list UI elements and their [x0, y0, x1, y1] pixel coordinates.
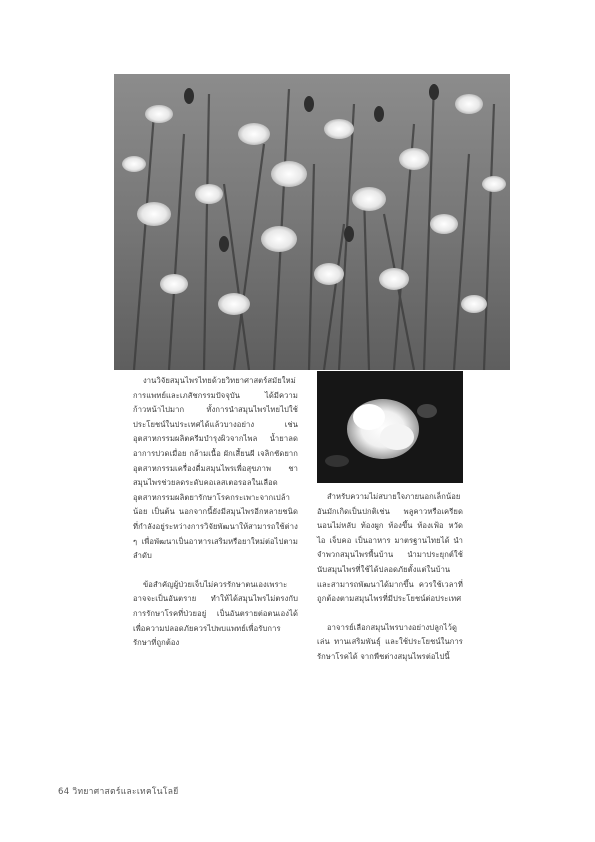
left-paragraph-1: งานวิจัยสมุนไพรไทยด้วยวิทยาศาสตร์สมัยใหม่ การแพทย์และเภสัชกรรมปัจจุบัน ได้มีความก้าวหน้าไปมาก ทั้งการนำสมุนไพรไทยไปใช้ประโยชน์ในประเทศได้แล้วบางอย่าง เช่น อุตสาหกรรมผลิตครีมบำรุงผิวจากไพล น้ำยาลดอาการปวดเมื่อย กล้ามเนื้อ ผักเสี้ยนผี เจลิกชัดยาก อุตสาหกรรมเครื่องดื่มสมุนไพรเพื่อสุขภาพ ชาสมุนไพรช่วยลดระดับคอเลสเตอรอลในเลือด อุตสาหกรรมผลิตยารักษาโรคกระเพาะจากเปล้าน้อย เป็นต้น นอกจากนี้ยังมีสมุนไพรอีกหลายชนิดที่กำลังอยู่ระหว่างการวิจัยพัฒนาให้สามารถใช้ต่าง ๆ เพื่อพัฒนาเป็นอาหารเสริมหรือยาใหม่ต่อไปตามลำดับ — [133, 376, 298, 561]
page-footer: 64 วิทยาศาสตร์และเทคโนโลยี — [58, 787, 179, 797]
flowers-photo — [114, 74, 510, 370]
right-text-column — [317, 490, 463, 665]
flowers-photo-art — [114, 74, 510, 370]
right-paragraph-2: อาจารย์เลือกสมุนไพรบางอย่างปลูกไว้ดูเล่น ทานเสริมพันธุ์ และใช้ประโยชน์ในการรักษาโรคได้ จากพืชต่างสมุนไพรต่อไปนี้ — [317, 622, 463, 661]
right-paragraph-1: สำหรับความไม่สบายใจภายนอกเล็กน้อยอันมักเกิดเป็นปกติเช่น พลูคาวหรือเครียดนอนไม่หลับ ท้องผูก ท้องขึ้น ท้องเฟ้อ หวัด ไอ เจ็บคอ เป็นอาหาร มาตรฐานไทยได้ นำจำพวกสมุนไพรพื้นบ้าน นำมาประยุกต์ใช้ นับสมุนไพรที่ใช้ได้ปลอดภัยตั้งแต่ในบ้าน และสามารถพัฒนาได้มากขึ้น ควรใช้เวลาที่ถูกต้องตามสมุนไพรที่มีประโยชน์ต่อประเทศ — [317, 492, 463, 604]
white-flower-art — [317, 371, 463, 483]
left-text-column — [133, 374, 298, 651]
left-paragraph-2: ข้อสำคัญผู้ป่วยเจ็บไม่ควรรักษาตนเองเพราะอาจจะเป็นอันตราย ทำให้ได้สมุนไพรไม่ตรงกับการรักษาโรคที่ป่วยอยู่ เป็นอันตรายต่อตนเองได้ เพื่อความปลอดภัยควรไปพบแพทย์เพื่อรับการรักษาที่ถูกต้อง — [133, 579, 298, 648]
paragraph-gap — [317, 607, 463, 621]
paragraph-gap — [133, 564, 298, 578]
white-flower-closeup-photo — [317, 371, 463, 483]
